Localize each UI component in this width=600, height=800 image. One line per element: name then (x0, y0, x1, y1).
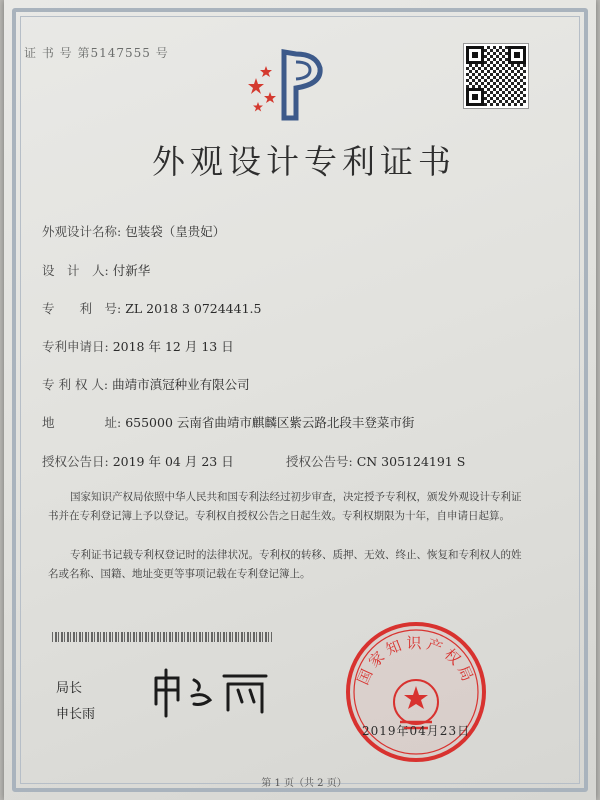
director-block (56, 676, 95, 728)
grant-number-label: 授权公告号: (286, 454, 353, 469)
address-label: 地 址: (42, 415, 122, 430)
official-seal-icon (342, 618, 490, 766)
qr-code-icon (464, 44, 528, 108)
qr-finder-pattern (508, 46, 526, 64)
director-name: 申长雨 (56, 707, 96, 722)
address-row (42, 413, 414, 431)
inner-border (20, 16, 580, 784)
patent-number-row (42, 299, 261, 317)
certificate-title: 外观设计专利证书 (152, 142, 456, 181)
design-name-value: 包装袋（皇贵妃） (125, 224, 226, 239)
grant-date-value: 2019 年 04 月 23 日 (112, 454, 234, 469)
qr-finder-pattern (466, 46, 484, 64)
cnipa-emblem-icon (236, 48, 336, 128)
seal-text: 国家知识产权局 (353, 634, 479, 688)
qr-finder-pattern (466, 88, 484, 106)
handwritten-signature (144, 660, 284, 720)
designer-value: 付新华 (112, 263, 151, 278)
designer-label: 设 计 人: (42, 263, 109, 278)
filing-date-value: 2018 年 12 月 13 日 (112, 339, 234, 354)
designer-row (42, 261, 150, 279)
filing-date-row (42, 337, 234, 355)
grant-number-value: CN 305124191 S (356, 454, 466, 469)
address-value: 655000 云南省曲靖市麒麟区紫云路北段丰登菜市街 (125, 415, 415, 430)
design-name-row (42, 222, 225, 240)
patent-number-label: 专 利 号: (42, 301, 122, 316)
page-indicator: 第 1 页（共 2 页） (261, 778, 347, 789)
patentee-row (42, 375, 250, 393)
certificate-paper (4, 0, 596, 800)
design-name-label: 外观设计名称: (42, 224, 122, 239)
patentee-label: 专 利 权 人: (42, 377, 109, 392)
patent-number-value: ZL 2018 3 0724441.5 (125, 301, 262, 316)
grant-date-row (42, 452, 234, 470)
director-title: 局长 (56, 681, 83, 696)
seal-date: 2019年04月23日 (362, 724, 471, 738)
filing-date-label: 专利申请日: (42, 339, 109, 354)
certificate-number: 证 书 号 第5147555 号 (24, 46, 169, 60)
grant-statement-paragraph: 国家知识产权局依照中华人民共和国专利法经过初步审查，决定授予专利权，颁发外观设计专利证书并在专利登记簿上予以登记。专利权自授权公告之日起生效。专利权期限为十年，自申请日起算。 (48, 491, 522, 522)
grant-number-row (286, 452, 465, 470)
legal-status-paragraph: 专利证书记载专利权登记时的法律状况。专利权的转移、质押、无效、终止、恢复和专利权人的姓名或名称、国籍、地址变更等事项记载在专利登记簿上。 (48, 549, 522, 580)
patentee-value: 曲靖市滇冠种业有限公司 (112, 377, 250, 392)
barcode-strip (52, 632, 272, 642)
grant-date-label: 授权公告日: (42, 454, 109, 469)
